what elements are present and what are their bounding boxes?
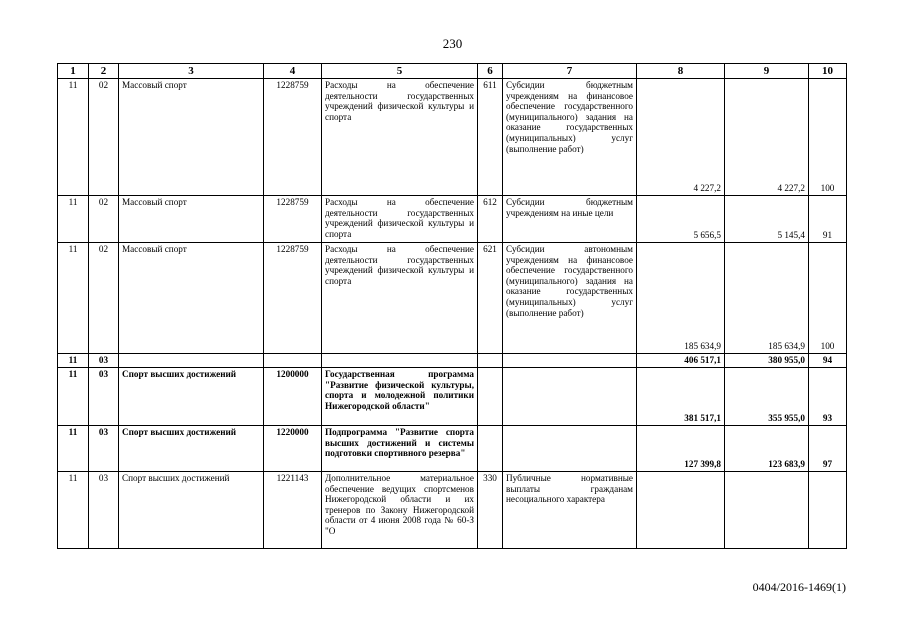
target-article-name xyxy=(322,354,478,368)
header-cell: 7 xyxy=(503,64,637,79)
table-row xyxy=(58,79,847,196)
target-article-code: 1221143 xyxy=(264,472,322,549)
table-header-row xyxy=(58,64,847,79)
subsection-code: 03 xyxy=(89,426,119,472)
header-cell: 2 xyxy=(89,64,119,79)
section-code: 11 xyxy=(58,243,89,354)
percent-complete: 91 xyxy=(809,196,847,243)
planned-amount: 4 227,2 xyxy=(637,79,725,196)
planned-amount xyxy=(637,472,725,549)
expense-type-code: 621 xyxy=(478,243,503,354)
percent-complete: 93 xyxy=(809,368,847,426)
table-row-subtotal xyxy=(58,354,847,368)
section-code: 11 xyxy=(58,368,89,426)
table-row-program xyxy=(58,368,847,426)
expense-type-name xyxy=(503,368,637,426)
planned-amount: 5 656,5 xyxy=(637,196,725,243)
expense-type-name xyxy=(503,354,637,368)
actual-amount: 185 634,9 xyxy=(725,243,809,354)
planned-amount: 406 517,1 xyxy=(637,354,725,368)
percent-complete: 94 xyxy=(809,354,847,368)
expense-type-name: Публичные нормативные выплаты гражданам несоциального характера xyxy=(503,472,637,549)
planned-amount: 185 634,9 xyxy=(637,243,725,354)
actual-amount: 380 955,0 xyxy=(725,354,809,368)
header-cell: 1 xyxy=(58,64,89,79)
page-number: 230 xyxy=(442,36,463,51)
table-row-subprogram xyxy=(58,426,847,472)
subsection-name: Массовый спорт xyxy=(119,196,264,243)
target-article-code: 1228759 xyxy=(264,79,322,196)
header-cell: 5 xyxy=(322,64,478,79)
expense-type-name: Субсидии бюджетным учреждениям на иные цели xyxy=(503,196,637,243)
budget-table xyxy=(57,63,847,549)
target-article-code: 1228759 xyxy=(264,196,322,243)
subsection-code: 02 xyxy=(89,79,119,196)
subsection-name xyxy=(119,354,264,368)
header-cell: 4 xyxy=(264,64,322,79)
target-article-name: Расходы на обеспечение деятельности государственных учреждений физической культуры и спорта xyxy=(322,79,478,196)
expense-type-code xyxy=(478,354,503,368)
actual-amount: 5 145,4 xyxy=(725,196,809,243)
target-article-code: 1200000 xyxy=(264,368,322,426)
expense-type-code: 611 xyxy=(478,79,503,196)
header-cell: 6 xyxy=(478,64,503,79)
target-article-code: 1228759 xyxy=(264,243,322,354)
target-article-name: Дополнительное материальное обеспечение ведущих спортсменов Нижегородской области и их тренеров по Закону Нижегородской области от 4 июня 2008 года № 60-З "О xyxy=(322,472,478,549)
table-row xyxy=(58,472,847,549)
target-article-name: Государственная программа "Развитие физической культуры, спорта и молодежной политики Нижегородской области" xyxy=(322,368,478,426)
section-code: 11 xyxy=(58,354,89,368)
table-row xyxy=(58,243,847,354)
planned-amount: 127 399,8 xyxy=(637,426,725,472)
subsection-name: Спорт высших достижений xyxy=(119,426,264,472)
expense-type-code: 330 xyxy=(478,472,503,549)
percent-complete xyxy=(809,472,847,549)
header-cell: 9 xyxy=(725,64,809,79)
subsection-name: Массовый спорт xyxy=(119,79,264,196)
section-code: 11 xyxy=(58,472,89,549)
expense-type-name xyxy=(503,426,637,472)
section-code: 11 xyxy=(58,196,89,243)
subsection-code: 03 xyxy=(89,368,119,426)
section-code: 11 xyxy=(58,79,89,196)
subsection-code: 02 xyxy=(89,243,119,354)
target-article-code: 1220000 xyxy=(264,426,322,472)
expense-type-code: 612 xyxy=(478,196,503,243)
table-row xyxy=(58,196,847,243)
actual-amount: 123 683,9 xyxy=(725,426,809,472)
expense-type-code xyxy=(478,368,503,426)
target-article-name: Расходы на обеспечение деятельности государственных учреждений физической культуры и спорта xyxy=(322,196,478,243)
target-article-name: Подпрограмма "Развитие спорта высших достижений и системы подготовки спортивного резерва" xyxy=(322,426,478,472)
expense-type-code xyxy=(478,426,503,472)
expense-type-name: Субсидии автономным учреждениям на финансовое обеспечение государственного (муниципального) задания на оказание государственных (муниципальных) услуг (выполнение работ) xyxy=(503,243,637,354)
percent-complete: 100 xyxy=(809,243,847,354)
target-article-name: Расходы на обеспечение деятельности государственных учреждений физической культуры и спорта xyxy=(322,243,478,354)
header-cell: 8 xyxy=(637,64,725,79)
header-cell: 10 xyxy=(809,64,847,79)
target-article-code xyxy=(264,354,322,368)
header-cell: 3 xyxy=(119,64,264,79)
subsection-code: 03 xyxy=(89,472,119,549)
actual-amount xyxy=(725,472,809,549)
section-code: 11 xyxy=(58,426,89,472)
document-code: 0404/2016-1469(1) xyxy=(752,580,846,594)
subsection-name: Массовый спорт xyxy=(119,243,264,354)
planned-amount: 381 517,1 xyxy=(637,368,725,426)
expense-type-name: Субсидии бюджетным учреждениям на финансовое обеспечение государственного (муниципального) задания на оказание государственных (муниципальных) услуг (выполнение работ) xyxy=(503,79,637,196)
actual-amount: 355 955,0 xyxy=(725,368,809,426)
subsection-code: 02 xyxy=(89,196,119,243)
actual-amount: 4 227,2 xyxy=(725,79,809,196)
subsection-name: Спорт высших достижений xyxy=(119,472,264,549)
subsection-name: Спорт высших достижений xyxy=(119,368,264,426)
percent-complete: 97 xyxy=(809,426,847,472)
subsection-code: 03 xyxy=(89,354,119,368)
percent-complete: 100 xyxy=(809,79,847,196)
